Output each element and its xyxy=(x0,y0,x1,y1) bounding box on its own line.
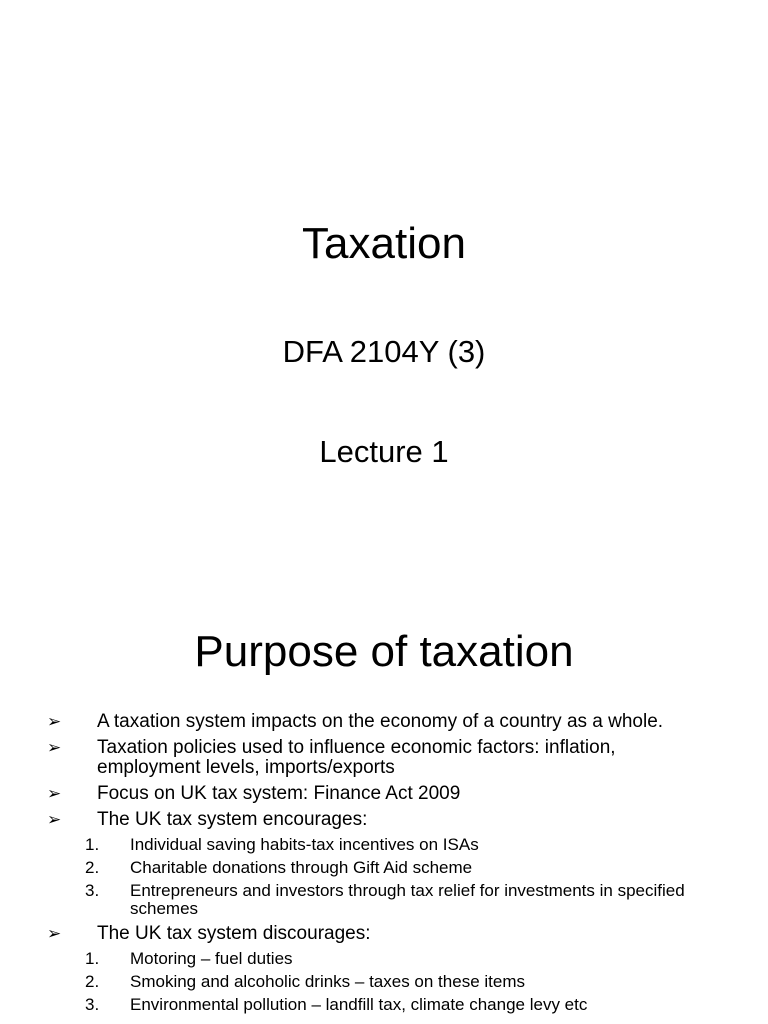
bullet-text: Taxation policies used to influence economic factors: inflation, employment levels, imports/exports xyxy=(97,737,616,778)
arrow-bullet-icon: ➢ xyxy=(47,738,62,757)
item-text: Entrepreneurs and investors through tax relief for investments in specified schemes xyxy=(130,881,685,918)
content-slide xyxy=(0,590,768,1024)
arrow-bullet-icon: ➢ xyxy=(47,784,62,803)
bullet-text: The UK tax system discourages: xyxy=(97,923,371,944)
list-item xyxy=(0,924,768,944)
numbered-item xyxy=(0,973,768,991)
item-number: 3. xyxy=(85,881,100,900)
slide-heading: Purpose of taxation xyxy=(194,627,574,676)
list-item xyxy=(0,810,768,830)
item-text: Charitable donations through Gift Aid scheme xyxy=(130,858,473,877)
item-number: 2. xyxy=(85,858,100,877)
list-item xyxy=(0,784,768,804)
course-code: DFA 2104Y (3) xyxy=(282,334,486,369)
numbered-item xyxy=(0,996,768,1014)
lecture-number: Lecture 1 xyxy=(319,434,449,469)
numbered-item xyxy=(0,859,768,877)
slide-title: Taxation xyxy=(302,219,466,268)
encourages-list xyxy=(0,836,768,918)
list-item xyxy=(0,738,768,778)
item-text: Motoring – fuel duties xyxy=(130,949,293,968)
item-number: 2. xyxy=(85,972,100,991)
bullet-list xyxy=(0,712,768,1020)
numbered-item xyxy=(0,950,768,968)
numbered-item xyxy=(0,882,768,918)
item-text: Environmental pollution – landfill tax, climate change levy etc xyxy=(130,995,588,1014)
item-text: Smoking and alcoholic drinks – taxes on these items xyxy=(130,972,525,991)
discourages-list xyxy=(0,950,768,1014)
item-number: 3. xyxy=(85,995,100,1014)
bullet-text: The UK tax system encourages: xyxy=(97,809,368,830)
numbered-item xyxy=(0,836,768,854)
item-text: Individual saving habits-tax incentives on ISAs xyxy=(130,835,479,854)
list-item xyxy=(0,712,768,732)
arrow-bullet-icon: ➢ xyxy=(47,924,62,943)
arrow-bullet-icon: ➢ xyxy=(47,712,62,731)
bullet-text: A taxation system impacts on the economy of a country as a whole. xyxy=(97,711,664,732)
item-number: 1. xyxy=(85,835,100,854)
bullet-text: Focus on UK tax system: Finance Act 2009 xyxy=(97,783,461,804)
arrow-bullet-icon: ➢ xyxy=(47,810,62,829)
item-number: 1. xyxy=(85,949,100,968)
